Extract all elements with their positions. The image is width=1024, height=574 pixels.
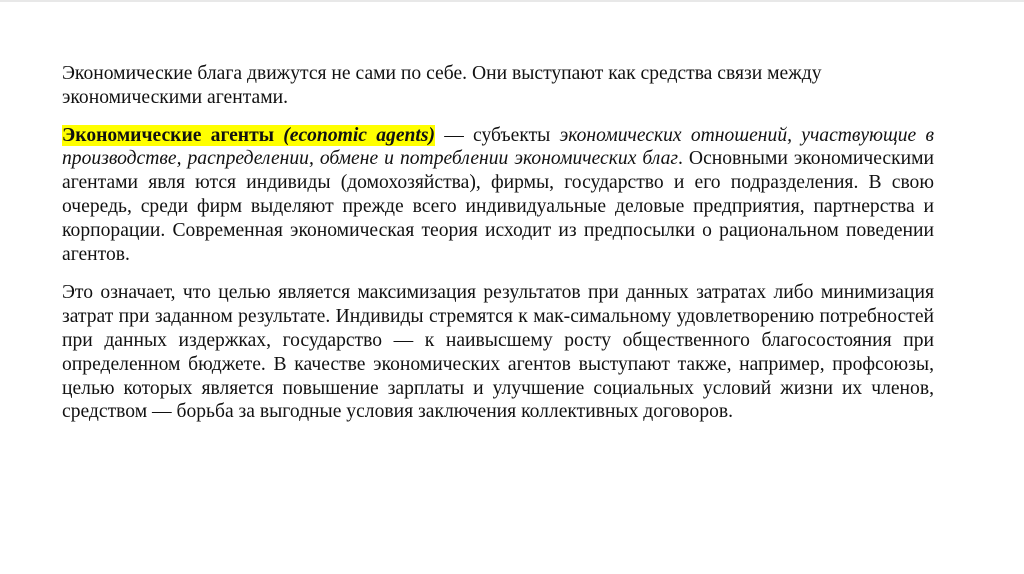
top-divider [0,0,1024,2]
paragraph-rationality: Это означает, что целью является максимизация результатов при данных затратах либо минимизация затрат при заданном результате. Индивиды стремятся к мак-симальному удовлетворению потребностей при данных издержках, государство — к наивысшему росту общественного благосостояния при определенном бюджете. В качестве экономических агентов выступают также, например, профсоюзы, целью которых является повышение зарплаты и улучшение социальных условий жизни их членов, средством — борьба за выгодные условия заключения коллективных договоров. [62,282,934,423]
highlighted-term [62,125,435,146]
definition-italic: экономических отношений, участвующие в производстве, распределении, обмене и потреблении экономических благ [62,124,934,170]
definition-rest: . Основными экономическими агентами явля ются индивиды (домохозяйства), фирмы, государство и его подразделения. В свою очередь, среди фирм выделяют прежде всего индивидуальные деловые предприятия, партнерства и корпорации. Современная экономическая теория исходит из предпосылки о рациональном поведении агентов. [62,148,934,265]
slide-content [62,62,934,424]
paragraph-intro: Экономические блага движутся не сами по себе. Они выступают как средства связи между экономическими агентами. [62,63,822,108]
definition-dash: — субъекты [435,124,560,146]
term-ru: Экономические агенты [62,124,284,146]
paragraph-definition [62,124,934,267]
term-en: (economic agents) [283,124,436,146]
